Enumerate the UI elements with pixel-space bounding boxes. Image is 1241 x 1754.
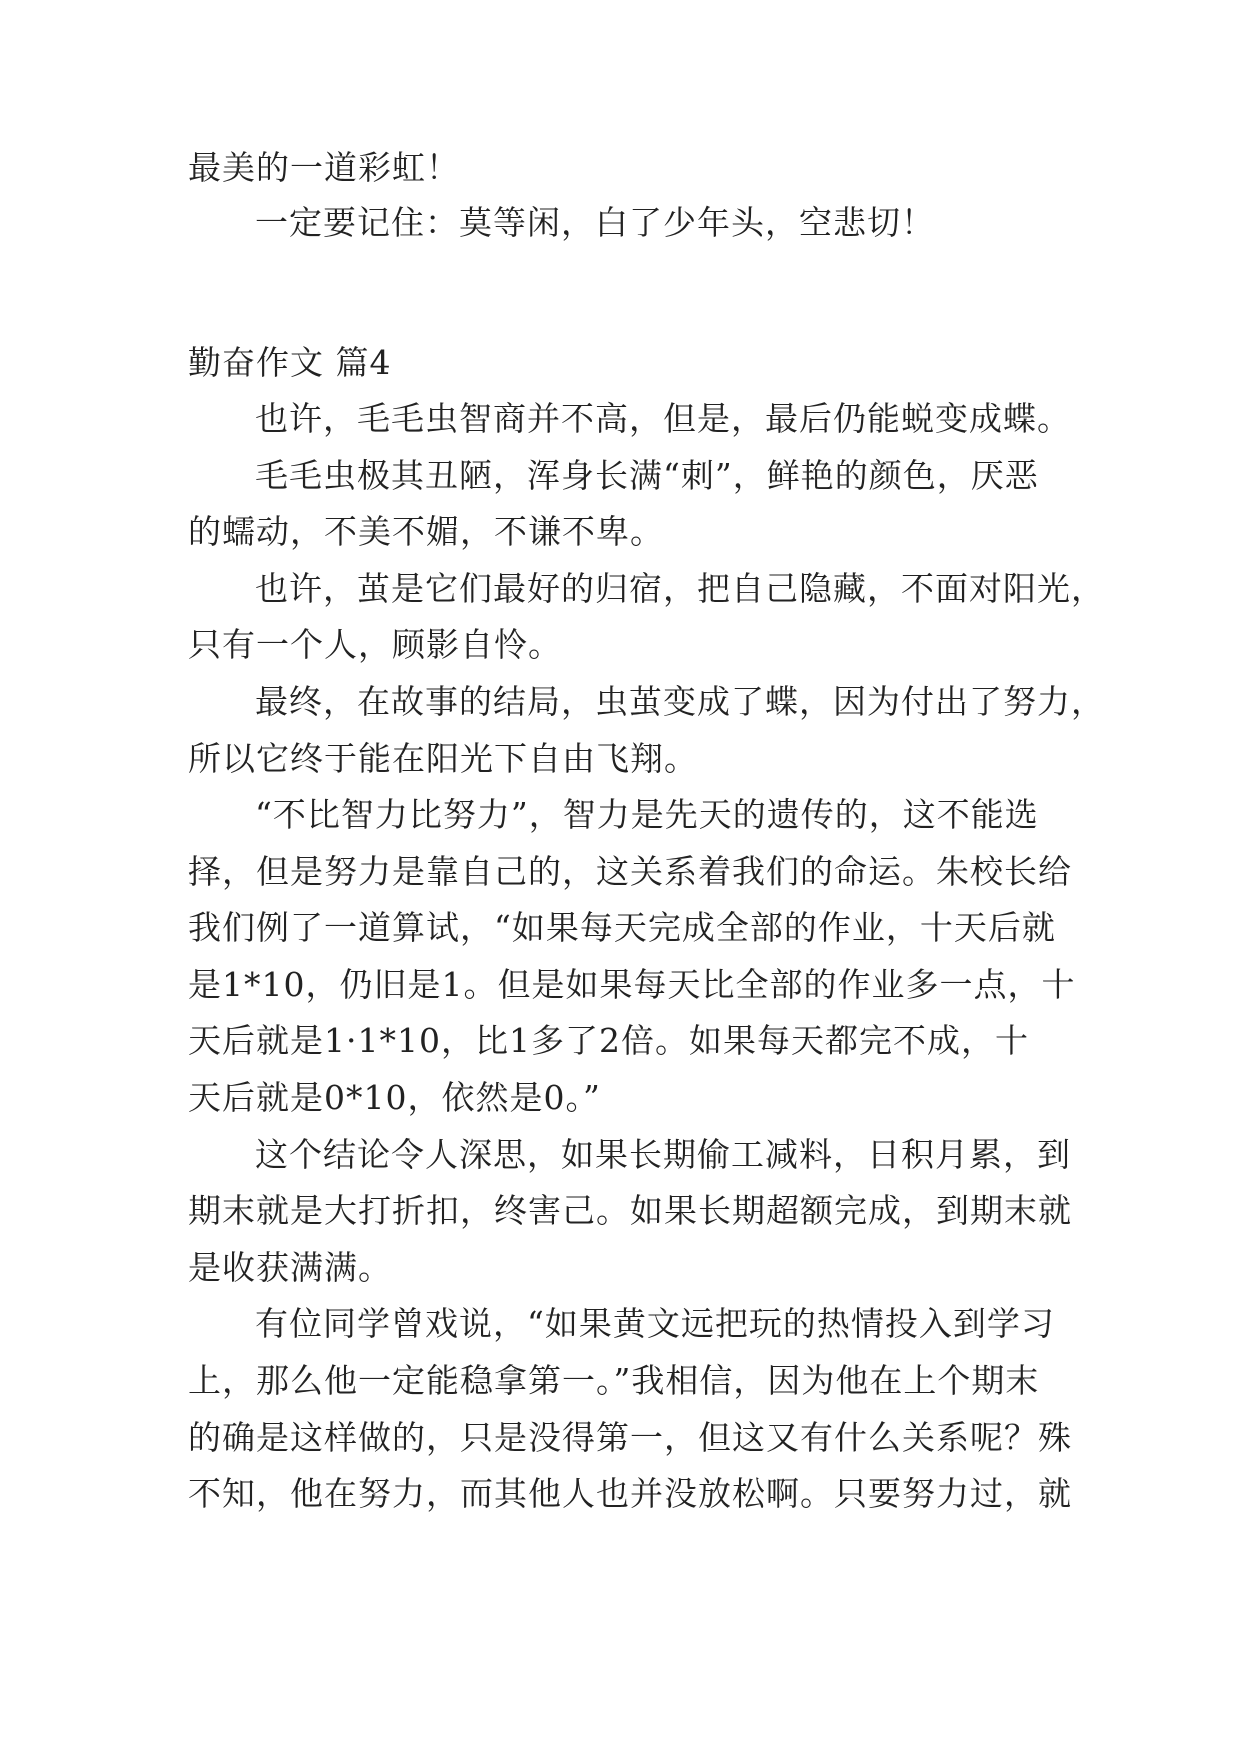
text-line: 最终，在故事的结局，虫茧变成了蝶，因为付出了努力， <box>255 682 1105 721</box>
text-line: 也许，茧是它们最好的归宿，把自己隐藏，不面对阳光， <box>255 569 1105 608</box>
text-line: 最美的一道彩虹！ <box>188 148 460 187</box>
text-line: 天后就是0*10，依然是0。” <box>188 1078 601 1117</box>
text-line: “不比智力比努力”，智力是先天的遗传的，这不能选 <box>255 795 1039 834</box>
text-line: 的蠕动，不美不媚，不谦不卑。 <box>188 512 664 551</box>
text-line: 是1*10，仍旧是1。但是如果每天比全部的作业多一点，十 <box>188 965 1076 1004</box>
text-line: 的确是这样做的，只是没得第一，但这又有什么关系呢？殊 <box>188 1418 1072 1457</box>
text-line: 一定要记住：莫等闲，白了少年头，空悲切！ <box>255 203 935 242</box>
text-line: 上，那么他一定能稳拿第一。”我相信，因为他在上个期末 <box>188 1361 1040 1400</box>
text-line: 期末就是大打折扣，终害己。如果长期超额完成，到期末就 <box>188 1191 1072 1230</box>
text-line: 是收获满满。 <box>188 1248 392 1287</box>
text-line: 这个结论令人深思，如果长期偷工减料，日积月累，到 <box>255 1135 1071 1174</box>
text-line: 也许，毛毛虫智商并不高，但是，最后仍能蜕变成蝶。 <box>255 399 1071 438</box>
text-line: 所以它终于能在阳光下自由飞翔。 <box>188 739 698 778</box>
text-line: 只有一个人，顾影自怜。 <box>188 625 562 664</box>
text-line: 天后就是1·1*10，比1多了2倍。如果每天都完不成，十 <box>188 1021 1029 1060</box>
text-line: 择，但是努力是靠自己的，这关系着我们的命运。朱校长给 <box>188 852 1072 891</box>
text-line: 不知，他在努力，而其他人也并没放松啊。只要努力过，就 <box>188 1474 1072 1513</box>
text-line: 毛毛虫极其丑陋，浑身长满“刺”，鲜艳的颜色，厌恶 <box>255 456 1039 495</box>
text-line: 有位同学曾戏说，“如果黄文远把玩的热情投入到学习 <box>255 1304 1055 1343</box>
text-line: 我们例了一道算试，“如果每天完成全部的作业，十天后就 <box>188 908 1056 947</box>
section-heading: 勤奋作文 篇4 <box>188 343 392 382</box>
